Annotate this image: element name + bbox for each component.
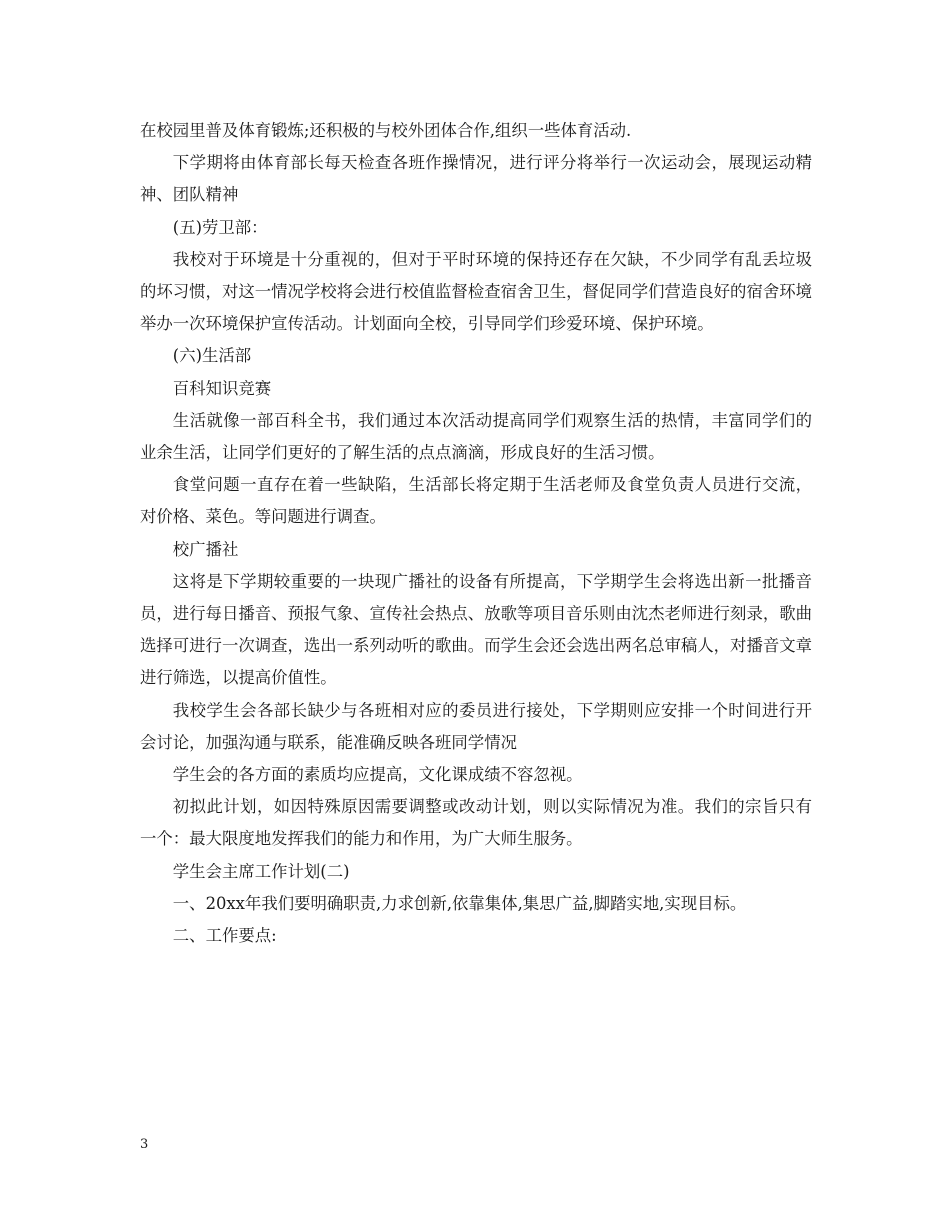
paragraph-broadcast: 这将是下学期较重要的一块现广播社的设备有所提高，下学期学生会将选出新一批播音员，进行每日播音、预报气象、宣传社会热点、放歌等项目音乐则由沈杰老师进行刻录，歌曲选择可进行一次调查，选出一系列动听的歌曲。而学生会还会选出两名总审稿人，对播音文章进行筛选，以提高价值性。	[140, 571, 813, 688]
page-number: 3	[140, 1137, 149, 1152]
section-heading-labor-department: (五)劳卫部：	[172, 217, 268, 237]
paragraph-canteen: 食堂问题一直存在着一些缺陷，生活部长将定期于生活老师及食堂负责人员进行交流，对价格、菜色。等问题进行调查。	[140, 475, 812, 527]
subheading-encyclopedia-contest: 百科知识竞赛	[172, 378, 272, 398]
paragraph-environment: 我校对于环境是十分重视的，但对于平时环境的保持还存在欠缺，不少同学有乱丢垃圾的坏习惯，对这一情况学校将会进行校值监督检查宿舍卫生，督促同学们营造良好的宿舍环境举办一次环境保护宣传活动。计划面向全校，引导同学们珍爱环境、保护环境。	[140, 249, 813, 334]
paragraph-goals: 一、20xx年我们要明确职责,力求创新,依靠集体,集思广益,脚踏实地,实现目标。	[172, 893, 747, 913]
paragraph-communication: 我校学生会各部长缺少与各班相对应的委员进行接处，下学期则应安排一个时间进行开会讨论，加强沟通与联系，能准确反映各班同学情况	[140, 700, 812, 752]
paragraph-sports-continuation: 在校园里普及体育锻炼;还积极的与校外团体合作,组织一些体育活动.	[140, 121, 632, 140]
paragraph-sports-plan: 下学期将由体育部长每天检查各班作操情况，进行评分将举行一次运动会，展现运动精神、团队精神	[140, 153, 812, 205]
section-heading-life-department: (六)生活部	[172, 346, 252, 366]
subheading-broadcast-club: 校广播社	[172, 539, 239, 559]
paragraph-encyclopedia: 生活就像一部百科全书，我们通过本次活动提高同学们观察生活的热情，丰富同学们的业余生活，让同学们更好的了解生活的点点滴滴，形成良好的生活习惯。	[140, 410, 812, 463]
heading-work-points: 二、工作要点:	[172, 926, 277, 946]
document-body	[140, 115, 812, 952]
paragraph-closing: 初拟此计划，如因特殊原因需要调整或改动计划，则以实际情况为准。我们的宗旨只有一个：最大限度地发挥我们的能力和作用，为广大师生服务。	[140, 797, 812, 849]
paragraph-quality: 学生会的各方面的素质均应提高，文化课成绩不容忽视。	[172, 765, 583, 785]
heading-president-plan-two: 学生会主席工作计划(二)	[172, 861, 350, 881]
